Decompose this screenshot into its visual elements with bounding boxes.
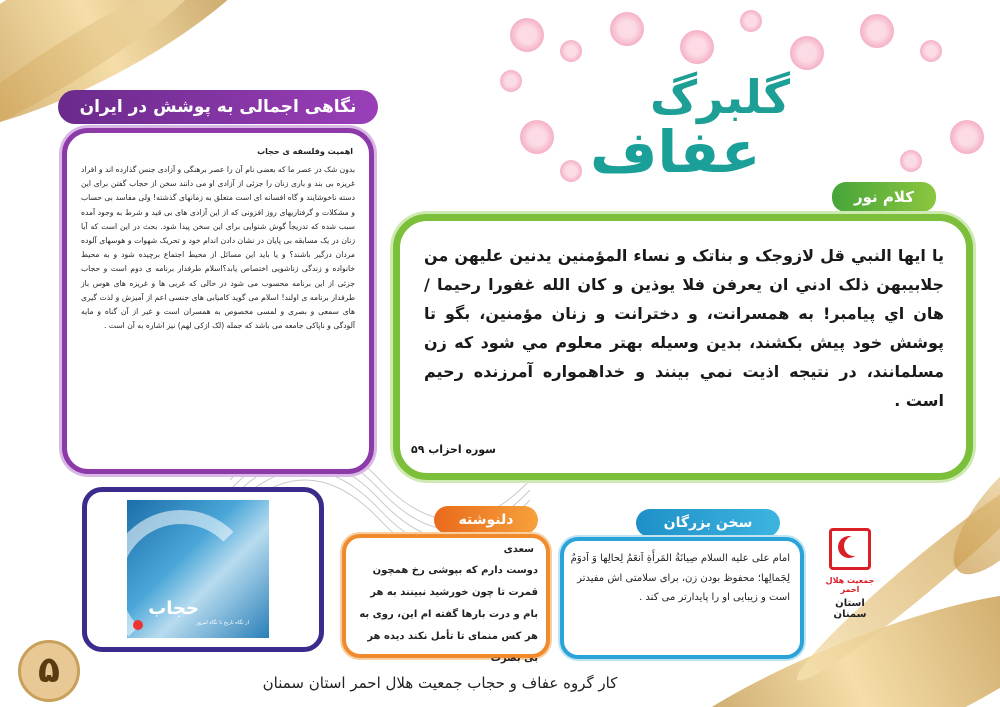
title-line-1: گلبرگ [650, 70, 791, 124]
book-subtitle: از نگاه تاریخ تا نگاه امروز [196, 620, 249, 626]
title-line-2: عفاف [590, 118, 761, 186]
poster-title [590, 70, 950, 186]
red-crescent-icon [133, 620, 143, 630]
book-title: حجاب [148, 598, 199, 619]
blossom-icon [610, 12, 644, 46]
poem-header: دلنوشته [434, 506, 538, 534]
overview-header: نگاهی اجمالی به پوشش در ایران [58, 90, 378, 124]
overview-body: بدون شک در عصر ما که بعضی نام آن را عصر برهنگی و آزادی جنس گذارده اند و افراد غریزه بی بند و باری زنان را جزئی از آزادی او می دانند سخن از حجاب گفتن برای این دسته ناخوشایند و گاه افسانه ای است متعلق به زمانهای گذشته! ولی مفاسد بی حساب و مشکلات و گرفتاریهای روز افزونی که از این آزادی های بی قید و شرط به وجود آمده سبب شده که تدریجاً گوش شنوایی برای این سخن پیدا شود. بحث در این است که آیا زنان در یک مسابقه بی پایان در نشان دادن اندام خود و تحریک شهوات و هوسهای آلوده مردان درگیر باشند؟ و یا باید این مسائل از محیط اجتماع برچیده شود و به محیط خانواده و زندگی زناشویی اختصاص یابد؟اسلام طرفدار برنامه ی دوم است و حجاب جزئی از این برنامه محسوب می شود در حالی که غربی ها و غریزه های هوس باز طرفدار برنامه ی اولند! اسلام می گوید کامیابی های جنسی اعم از آمیزش و لذت گیری های سمعی و بصری و لمسی مخصوص به همسران است و غیر از آن گناه و مایه آلودگی و ناپاکی جامعه می باشد که جمله (لک ازکی لهم) نیز اشاره به آن است . [81, 165, 355, 331]
poem-panel [342, 534, 550, 664]
blossom-icon [740, 10, 762, 32]
blossom-icon [680, 30, 714, 64]
quote-text: امام علی علیه السلام صِیانَةُ المَرأَةِ اَنعَمُ لِحالِها وَ اَدوَمُ لِجَمالِها؛ محفوظ بودن زن، برای سلامتی اش مفیدتر است و زیبایی او را پایدارتر می کند . [570, 553, 790, 603]
overview-subtitle: اهمیت وفلسفه ی حجاب [257, 147, 353, 156]
book-image-frame [82, 487, 324, 652]
quote-panel [560, 537, 804, 659]
blossom-icon [520, 120, 554, 154]
red-crescent-logo [820, 528, 880, 628]
blossom-icon [790, 36, 824, 70]
blossom-icon [920, 40, 942, 62]
footer-credit: کار گروه عفاف و حجاب جمعیت هلال احمر استان سمنان [262, 674, 618, 692]
red-crescent-icon [829, 528, 871, 570]
blossom-icon [510, 18, 544, 52]
blossom-icon [860, 14, 894, 48]
blossom-icon [950, 120, 984, 154]
verse-text: يا ايها النبي قل لازوجک و بناتک و نساء المؤمنين يدنين عليهن من جلابيبهن ذلک ادني ان يعرفن فلا يوذين و کان الله غفورا رحيما / هان اي پيامبر! به همسرانت، و دخترانت و زنان مؤمنين، بگو تا پوشش خود پيش بکشند، بدين وسيله بهتر معلوم مي شود که زن مسلمانند، در نتيجه اذيت نمي بينند و خداهمواره آمرزنده رحيم است . [424, 246, 944, 410]
poem-lines: دوست دارم که بپوشی رخ همچون قمرت تا چون خورشید نبینند به هر بام و درت بارها گفته ام این، روی به هر کس منمای تا تأمل نکند دیده هر بی بصرت [359, 565, 538, 664]
book-cover-image [127, 500, 269, 638]
verse-header: کلام نور [832, 182, 936, 212]
logo-province: استان سمنان [833, 598, 867, 620]
verse-panel [393, 214, 973, 480]
blossom-icon [560, 160, 582, 182]
logo-org-name: جمعیت هلال احمر [825, 576, 875, 594]
page-number: ۵ [18, 640, 80, 702]
verse-source: سوره احزاب ۵۹ [410, 443, 496, 456]
overview-panel [62, 128, 374, 474]
poem-author: سعدی [503, 544, 534, 555]
blossom-icon [560, 40, 582, 62]
blossom-icon [500, 70, 522, 92]
quote-header: سخن بزرگان [636, 509, 780, 537]
